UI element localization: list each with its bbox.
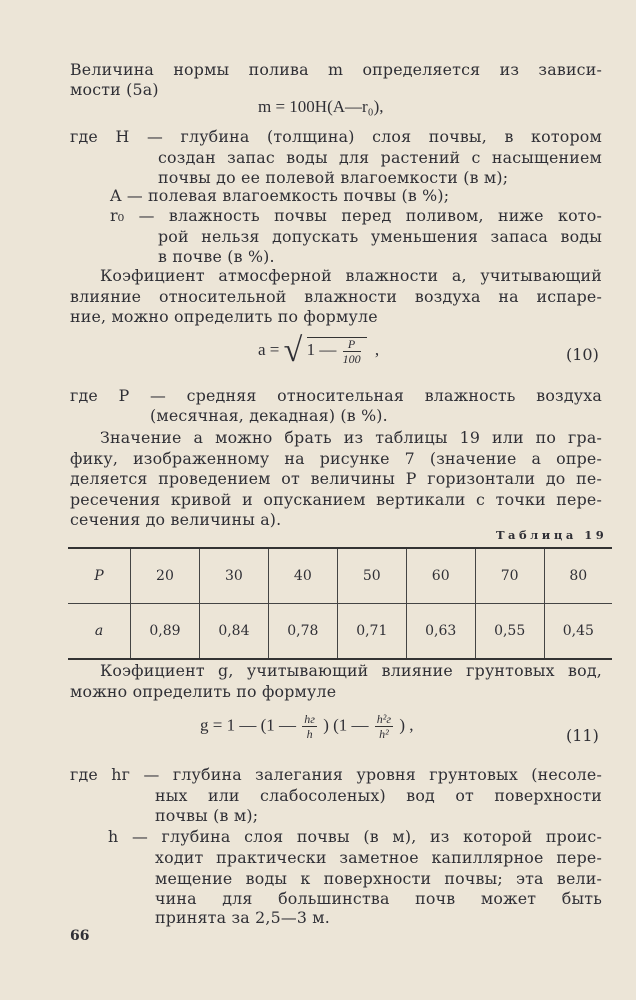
table-cell: 40 [268,548,337,604]
table-cell: 30 [199,548,268,604]
text-line: ресечения кривой и опусканием вертикали с точки пере- [70,490,602,509]
table-cell: 50 [337,548,406,604]
text-line: Коэфициент атмосферной влажности a, учитывающий [100,266,602,285]
text-line: Значение a можно брать из таблицы 19 или по гра- [100,428,602,447]
text-line: принята за 2,5—3 м. [155,908,330,927]
text-line: A — полевая влагоемкость почвы (в %); [110,186,450,205]
text-line: фику, изображенному на рисунке 7 (значение a опре- [70,449,602,468]
text-line: где hг — глубина залегания уровня грунтовых (несоле- [70,765,602,784]
table-cell: 20 [131,548,200,604]
fraction-denominator: h² [379,727,389,741]
table-19 [68,547,612,660]
table-caption: Таблица 19 [496,528,608,542]
fraction-numerator: P [343,337,361,352]
table-cell: 0,55 [475,604,544,660]
fraction-denominator: h [306,727,313,741]
text-line: почвы (в м); [155,806,259,825]
formula-10-one: 1 — [306,339,337,359]
table-cell: 70 [475,548,544,604]
text-line: деляется проведением от величины P горизонтали до пе- [70,469,602,488]
text-line: где H — глубина (толщина) слоя почвы, в котором [70,127,602,146]
text-line: рой нельзя допускать уменьшения запаса воды [158,227,602,246]
text-line: r₀ — влажность почвы перед поливом, ниже кото- [110,206,602,225]
table-row-p [68,548,612,604]
text-line: создан запас воды для растений с насыщением [158,148,602,167]
table-cell: 0,78 [268,604,337,660]
text-line: можно определить по формуле [70,682,337,701]
fraction-p-100 [343,337,361,366]
text-line: ходит практически заметное капиллярное пере- [155,848,602,867]
formula-11-mid: ) (1 — [323,715,369,735]
table-cell: 0,45 [544,604,612,660]
text-line: сечения до величины a). [70,510,282,529]
formula-10-lhs: a = [258,339,280,359]
text-line: Коэфициент g, учитывающий влияние грунтовых вод, [100,661,602,680]
equation-number-10: (10) [566,345,599,364]
sqrt-body [306,336,367,366]
fraction-denominator: 100 [342,351,361,366]
text-line: мости (5а) [70,80,159,99]
row-label-p: P [68,548,131,604]
text-line: почвы до ее полевой влагоемкости (в м); [158,168,509,187]
formula-11-lhs: g = 1 — [200,715,257,735]
text-line: ных или слабосоленых) вод от поверхности [155,786,602,805]
text-line: Величина нормы полива m определяется из зависи- [70,60,602,79]
formula-11-part1: (1 — [260,715,297,735]
table-cell: 0,63 [406,604,475,660]
formula-10-comma: , [374,339,380,359]
fraction-numerator: hг [304,712,315,726]
text-line: мещение воды к поверхности почвы; эта вели- [155,869,602,888]
fraction-hg-h [302,712,317,741]
fraction-numerator: h²г [376,712,392,726]
sqrt-sign: √ [283,332,303,369]
fraction-hg2-h2 [375,712,393,741]
text-line: ние, можно определить по формуле [70,307,378,326]
equation-number-11: (11) [566,726,599,745]
formula-11 [200,712,413,741]
text-line: h — глубина слоя почвы (в м), из которой проис- [108,827,602,846]
table-cell: 60 [406,548,475,604]
formula-5a: m = 100H(A—r₀), [258,97,384,116]
text-line: влияние относительной влажности воздуха на испаре- [70,287,602,306]
table-cell: 80 [544,548,612,604]
formula-11-end: ) , [399,715,414,735]
table-cell: 0,89 [131,604,200,660]
formula-10 [258,332,379,370]
table-row-a [68,604,612,660]
text-line: где P — средняя относительная влажность воздуха [70,386,602,405]
table-cell: 0,84 [199,604,268,660]
table-cell: 0,71 [337,604,406,660]
text-line: (месячная, декадная) (в %). [150,406,388,425]
row-label-a: a [68,604,131,660]
text-line: в почве (в %). [158,247,275,266]
page-number: 66 [70,928,90,944]
text-line: чина для большинства почв может быть [155,889,602,908]
